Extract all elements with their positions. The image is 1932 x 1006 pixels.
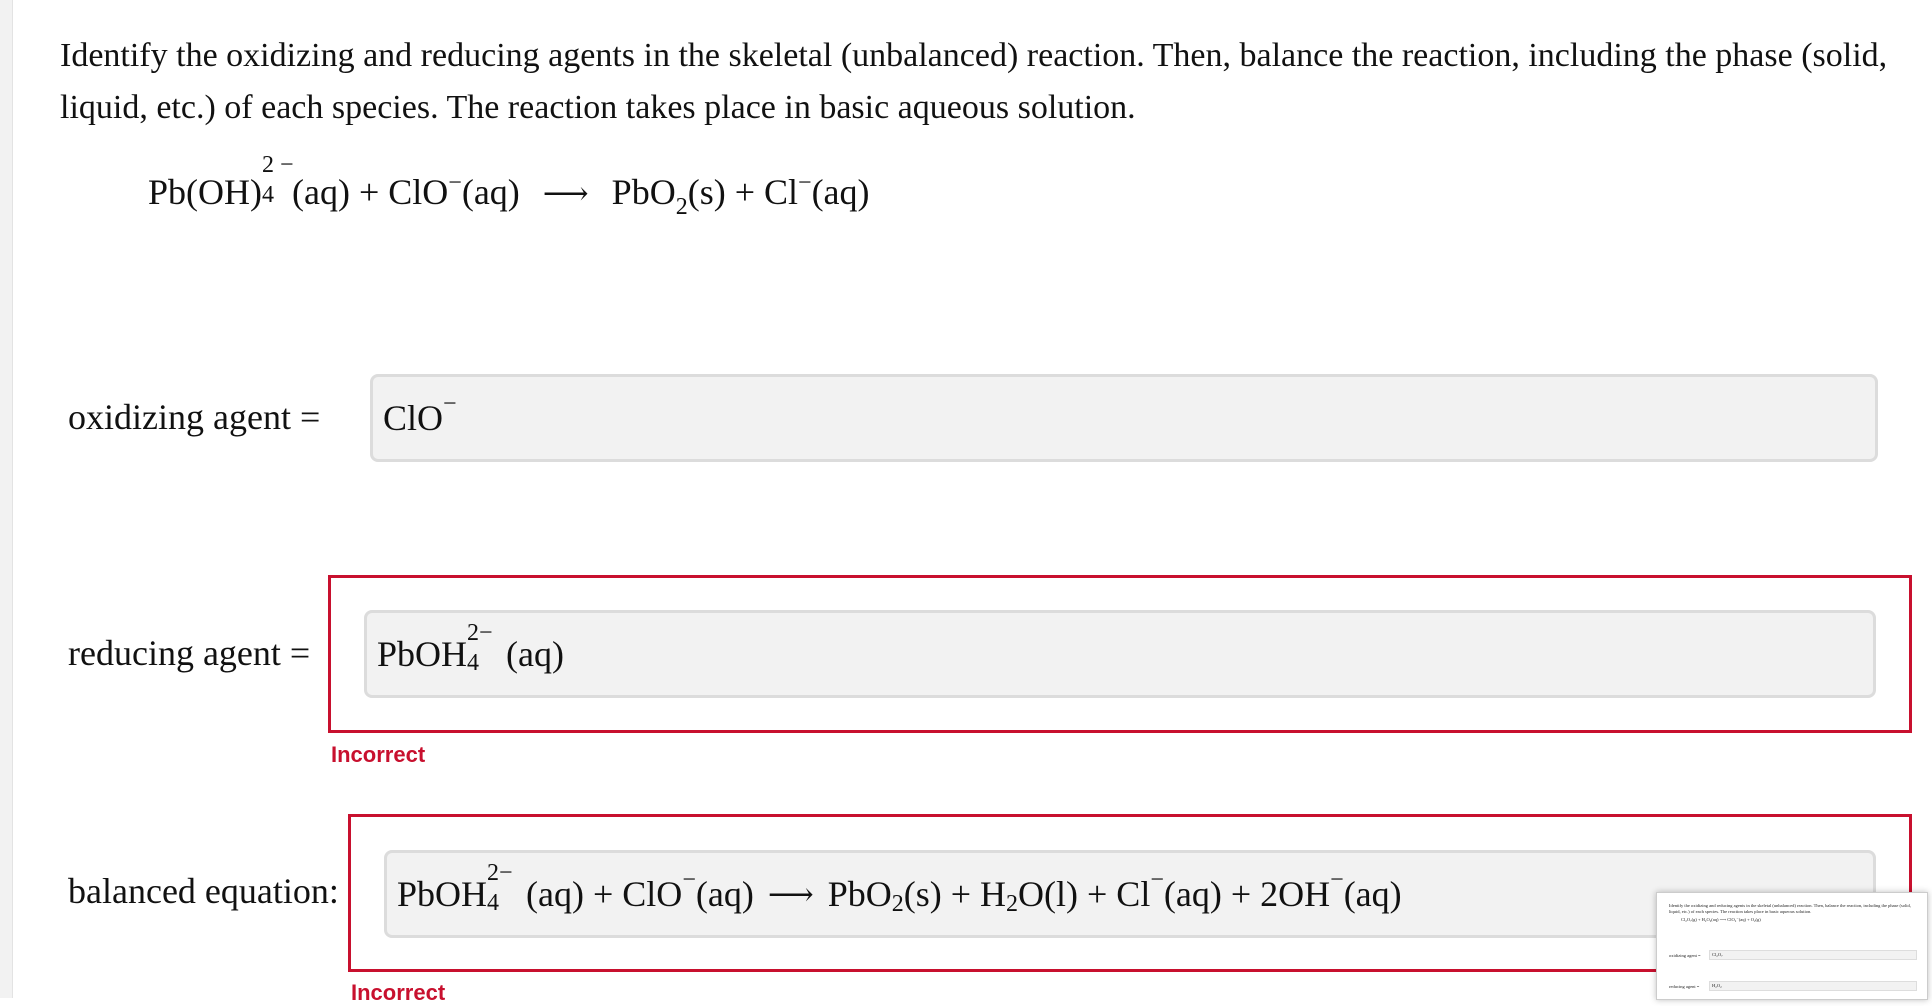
reducing-phase: (aq)	[506, 634, 564, 674]
left-rule	[0, 0, 13, 998]
reducing-agent-label: reducing agent =	[68, 633, 311, 673]
reducing-charge: 2− 4	[467, 620, 493, 676]
balanced-term-3-subscript: 2	[891, 890, 904, 917]
oxidizing-charge: −	[443, 390, 457, 417]
reactant-2-charge: −	[448, 170, 462, 196]
oxidizing-agent-label: oxidizing agent =	[68, 397, 321, 437]
thumbnail-question: Identify the oxidizing and reducing agents in the skeletal (unbalanced) reaction. Then, balance the reaction, including the phase (solid, liquid, etc.) of each species. The reaction takes place in basic aqueous solution.	[1669, 903, 1911, 914]
balanced-term-4-subscript: 2	[1006, 890, 1019, 917]
thumbnail-oxidizing-label: oxidizing agent =	[1669, 953, 1701, 958]
product-2-charge: −	[798, 170, 812, 196]
reactant-2-phase: (aq)	[461, 172, 520, 212]
balanced-arrow: ⟶	[767, 876, 814, 912]
reducing-value: PbOH	[377, 634, 468, 674]
product-2-phase: (aq)	[811, 172, 870, 212]
reactant-1-phase: (aq) + ClO	[292, 172, 449, 212]
balanced-term-1-charge: 2− 4	[487, 860, 513, 916]
balanced-term-5-charge: −	[1150, 866, 1164, 893]
balanced-term-6-phase: (aq)	[1343, 874, 1402, 914]
balanced-term-5-phase: (aq) + 2OH	[1163, 874, 1331, 914]
thumbnail-reaction: Cl₂O₇(g) + H₂O₂(aq) ⟶ ClO₂⁻(aq) + O₂(g)	[1681, 917, 1761, 922]
question-text: Identify the oxidizing and reducing agents in the skeletal (unbalanced) reaction. Then, balance the reaction, including the phase (solid, liquid, etc.) of each species. The reaction takes place in basic aqueous solution.	[60, 37, 1888, 126]
balanced-term-2-charge: −	[682, 866, 696, 893]
balanced-term-3-phase: (s) + H	[903, 874, 1007, 914]
balanced-feedback: Incorrect	[351, 980, 446, 1005]
balanced-term-6-charge: −	[1330, 866, 1344, 893]
product-1-phase: (s) + Cl	[687, 172, 799, 212]
thumbnail-reducing-label: reducing agent =	[1669, 984, 1700, 989]
product-1: PbO	[611, 172, 676, 212]
balanced-equation-input[interactable]	[384, 850, 1876, 938]
thumbnail-oxidizing-field: Cl₂O₇	[1709, 950, 1917, 960]
skeletal-reaction	[148, 152, 870, 220]
balanced-term-1-phase: (aq) + ClO	[526, 874, 683, 914]
thumbnail-reducing-field: H₂O₂	[1709, 981, 1917, 991]
balanced-term-1: PbOH	[397, 874, 488, 914]
reactant-1-charge: 2 − 4	[262, 152, 294, 208]
balanced-term-2-phase: (aq)	[695, 874, 754, 914]
screenshot-thumbnail[interactable]	[1656, 892, 1928, 1000]
product-1-subscript: 2	[675, 194, 688, 220]
reducing-feedback: Incorrect	[331, 742, 426, 767]
oxidizing-value: ClO	[383, 398, 444, 438]
balanced-equation-label: balanced equation:	[68, 871, 339, 911]
reaction-arrow: ⟶	[542, 175, 589, 211]
balanced-term-3: PbO	[827, 874, 892, 914]
balanced-term-4-phase: O(l) + Cl	[1018, 874, 1151, 914]
oxidizing-agent-input[interactable]	[370, 374, 1878, 462]
reducing-agent-input[interactable]	[364, 610, 1876, 698]
reactant-1: Pb(OH)	[148, 172, 262, 212]
